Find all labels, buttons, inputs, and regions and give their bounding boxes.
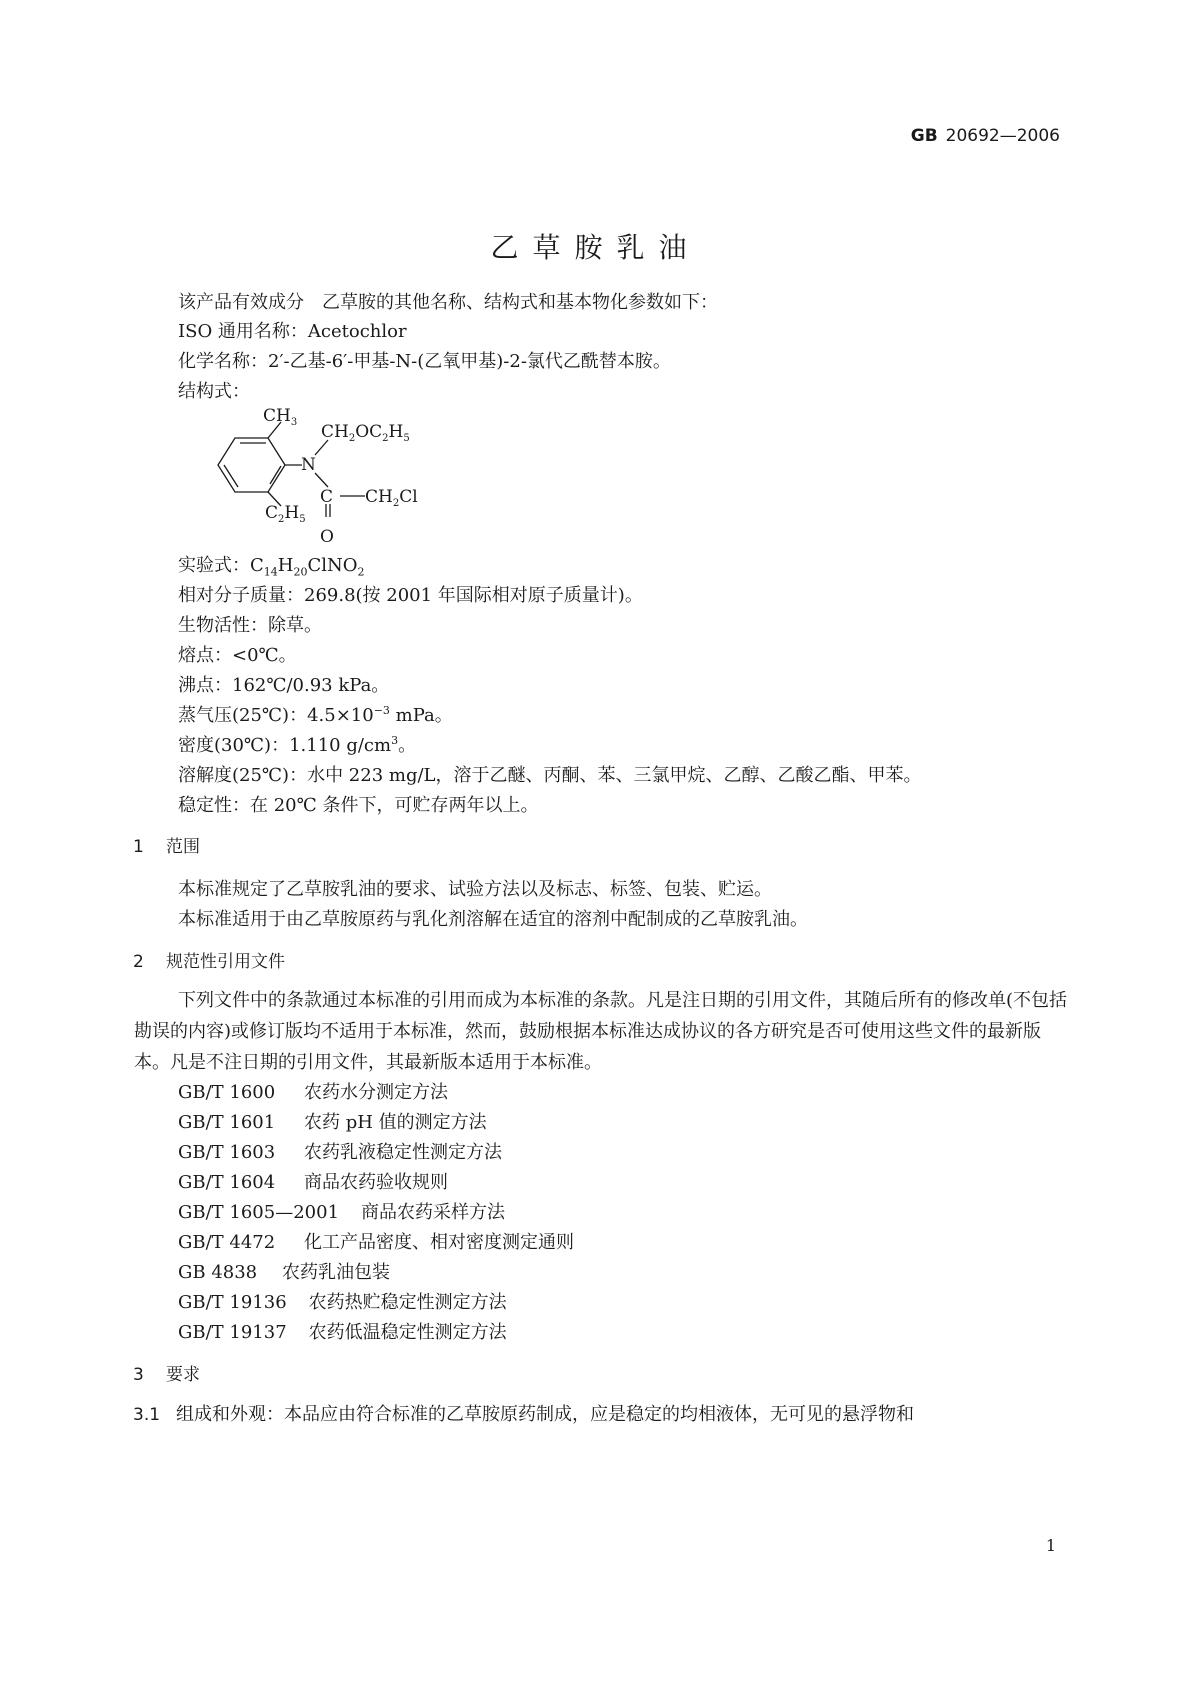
section-2-heading: 2 规范性引用文件: [133, 952, 285, 972]
scope-paragraph-1: 本标准规定了乙草胺乳油的要求、试验方法以及标志、标签、包装、贮运。: [178, 879, 772, 900]
stability: 稳定性：在 20℃ 条件下，可贮存两年以上。: [178, 795, 539, 816]
iso-name: ISO 通用名称：Acetochlor: [178, 321, 407, 342]
ch2oc2h5-group: $CH_2OC_2H_5$: [321, 422, 410, 444]
structural-formula: [215, 400, 465, 552]
reference-item: GB 4838 农药乳油包装: [178, 1262, 390, 1283]
solubility: 溶解度(25℃)：水中 223 mg/L，溶于乙醚、丙酮、苯、三氯甲烷、乙醇、乙酸乙酯、甲苯。: [178, 765, 922, 786]
references-paragraph: 下列文件中的条款通过本标准的引用而成为本标准的条款。凡是注日期的引用文件，其随后所有的修改单(不包括勘误的内容)或修订版均不适用于本标准，然而，鼓励根据本标准达成协议的各方研究是否可使用这些文件的最新版本。凡是不注日期的引用文件，其最新版本适用于本标准。: [134, 990, 1068, 1073]
reference-item: GB/T 1603 农药乳液稳定性测定方法: [178, 1142, 502, 1163]
intro-line: 该产品有效成分 乙草胺的其他名称、结构式和基本物化参数如下：: [178, 292, 718, 313]
standard-code: 20692—2006: [945, 126, 1060, 146]
standard-prefix: GB: [910, 126, 938, 146]
c2h5-group: $C_2H_5$: [265, 503, 306, 525]
reference-item: GB/T 1605—2001 商品农药采样方法: [178, 1202, 506, 1223]
reference-item: GB/T 19137 农药低温稳定性测定方法: [178, 1322, 507, 1343]
reference-item: GB/T 1604 商品农药验收规则: [178, 1172, 448, 1193]
molecular-mass: 相对分子质量：269.8(按 2001 年国际相对原子质量计)。: [178, 585, 643, 606]
section-1-heading: 1 范围: [133, 837, 200, 857]
boiling-point: 沸点：162℃/0.93 kPa。: [178, 675, 390, 696]
reference-item: GB/T 1601 农药 pH 值的测定方法: [178, 1112, 487, 1133]
scope-paragraph-2: 本标准适用于由乙草胺原药与乳化剂溶解在适宜的溶剂中配制成的乙草胺乳油。: [178, 909, 808, 930]
vapor-pressure: 蒸气压(25℃)：$4.5\times 10^{-3}$ mPa。: [178, 704, 453, 726]
ch2cl-group: $CH_2Cl$: [365, 487, 418, 509]
clause-3-1: 3.1 组成和外观：本品应由符合标准的乙草胺原药制成，应是稳定的均相液体，无可见的悬浮物和: [133, 1404, 915, 1425]
nitrogen-atom: N: [301, 455, 316, 475]
melting-point: 熔点：<0℃。: [178, 645, 297, 666]
chemical-name: 化学名称：2′-乙基-6′-甲基-N-(乙氧甲基)-2-氯代乙酰替本胺。: [178, 351, 671, 372]
standard-number: [911, 126, 1060, 146]
bioactivity: 生物活性：除草。: [178, 615, 322, 636]
density: 密度(30℃)：1.110 $g/cm^3$。: [178, 734, 417, 756]
reference-item: GB/T 19136 农药热贮稳定性测定方法: [178, 1292, 507, 1313]
section-3-heading: 3 要求: [133, 1365, 200, 1385]
document-title: 乙草胺乳油: [490, 231, 701, 264]
empirical-formula: 实验式：$C_{14}H_{20}ClNO_2$: [178, 555, 365, 579]
reference-item: GB/T 1600 农药水分测定方法: [178, 1082, 448, 1103]
oxygen-atom: O: [320, 527, 334, 547]
structure-label: 结构式：: [178, 381, 250, 402]
reference-item: GB/T 4472 化工产品密度、相对密度测定通则: [178, 1232, 574, 1253]
carbonyl-carbon: C: [320, 487, 334, 507]
ch3-group: $CH_3$: [263, 406, 298, 428]
page-number: 1: [1045, 1536, 1056, 1555]
